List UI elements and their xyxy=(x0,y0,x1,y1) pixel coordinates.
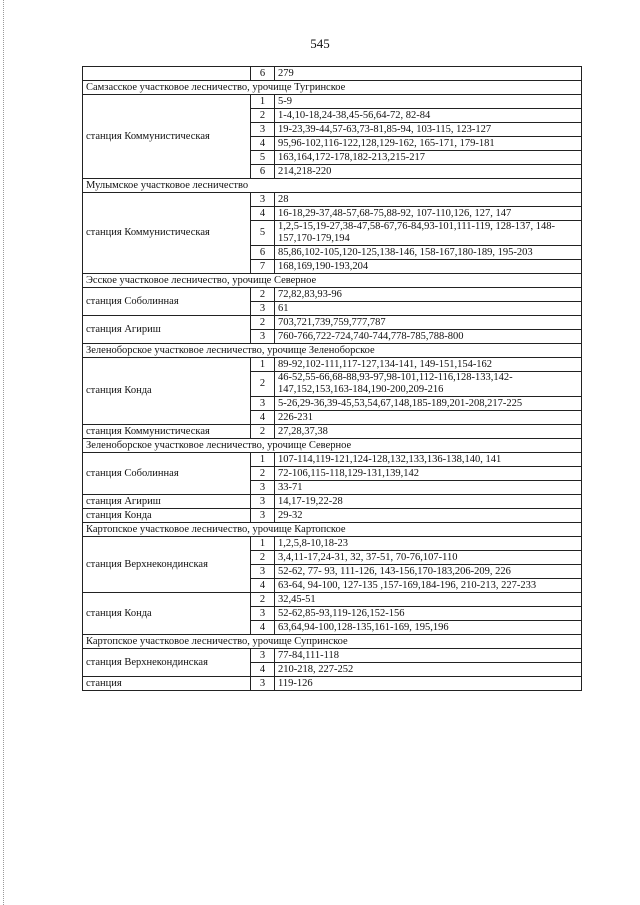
sections-cell: 72-106,115-118,129-131,139,142 xyxy=(275,467,582,481)
section-heading-row xyxy=(83,179,582,193)
quarter-cell: 6 xyxy=(251,67,275,81)
quarter-cell: 3 xyxy=(251,481,275,495)
quarter-cell: 2 xyxy=(251,467,275,481)
table-row xyxy=(83,649,582,663)
sections-cell: 226-231 xyxy=(275,411,582,425)
section-heading: Картопское участковое лесничество, урочище Супринское xyxy=(83,635,582,649)
quarter-cell: 4 xyxy=(251,579,275,593)
quarter-cell: 2 xyxy=(251,316,275,330)
quarter-cell: 2 xyxy=(251,425,275,439)
quarter-cell: 3 xyxy=(251,302,275,316)
section-heading: Зеленоборское участковое лесничество, урочище Северное xyxy=(83,439,582,453)
section-heading-row xyxy=(83,81,582,95)
table-row xyxy=(83,193,582,207)
section-heading: Мулымское участковое лесничество xyxy=(83,179,582,193)
section-heading-row xyxy=(83,635,582,649)
page-number: 545 xyxy=(310,36,330,51)
quarter-cell: 1 xyxy=(251,358,275,372)
scan-edge xyxy=(3,0,4,905)
quarter-cell: 3 xyxy=(251,495,275,509)
quarter-cell: 5 xyxy=(251,221,275,246)
quarter-cell: 3 xyxy=(251,193,275,207)
quarter-cell: 3 xyxy=(251,565,275,579)
quarter-cell: 6 xyxy=(251,246,275,260)
station-cell: станция Соболинная xyxy=(83,453,251,495)
sections-cell: 32,45-51 xyxy=(275,593,582,607)
quarter-cell: 4 xyxy=(251,137,275,151)
station-cell: станция Коммунистическая xyxy=(83,193,251,274)
quarter-cell: 3 xyxy=(251,607,275,621)
sections-cell: 163,164,172-178,182-213,215-217 xyxy=(275,151,582,165)
station-cell: станция xyxy=(83,677,251,691)
section-heading-row xyxy=(83,274,582,288)
station-cell: станция Верхнекондинская xyxy=(83,537,251,593)
station-cell: станция Коммунистическая xyxy=(83,425,251,439)
section-heading: Эсское участковое лесничество, урочище Северное xyxy=(83,274,582,288)
sections-cell: 29-32 xyxy=(275,509,582,523)
forestry-table-body xyxy=(83,67,582,691)
quarter-cell: 3 xyxy=(251,677,275,691)
sections-cell: 63,64,94-100,128-135,161-169, 195,196 xyxy=(275,621,582,635)
quarter-cell: 2 xyxy=(251,372,275,397)
quarter-cell: 1 xyxy=(251,95,275,109)
station-cell: станция Соболинная xyxy=(83,288,251,316)
quarter-cell: 3 xyxy=(251,397,275,411)
table-row xyxy=(83,358,582,372)
station-cell: станция Агириш xyxy=(83,495,251,509)
station-cell: станция Конда xyxy=(83,358,251,425)
section-heading: Картопское участковое лесничество, урочище Картопское xyxy=(83,523,582,537)
quarter-cell: 2 xyxy=(251,288,275,302)
sections-cell: 279 xyxy=(275,67,582,81)
sections-cell: 703,721,739,759,777,787 xyxy=(275,316,582,330)
sections-cell: 89-92,102-111,117-127,134-141, 149-151,154-162 xyxy=(275,358,582,372)
sections-cell: 95,96-102,116-122,128,129-162, 165-171, 179-181 xyxy=(275,137,582,151)
station-cell: станция Конда xyxy=(83,509,251,523)
quarter-cell: 4 xyxy=(251,411,275,425)
sections-cell: 214,218-220 xyxy=(275,165,582,179)
quarter-cell: 2 xyxy=(251,109,275,123)
quarter-cell: 5 xyxy=(251,151,275,165)
sections-cell: 119-126 xyxy=(275,677,582,691)
section-heading-row xyxy=(83,523,582,537)
sections-cell: 52-62, 77- 93, 111-126, 143-156,170-183,206-209, 226 xyxy=(275,565,582,579)
sections-cell: 1,2,5,8-10,18-23 xyxy=(275,537,582,551)
station-cell: станция Верхнекондинская xyxy=(83,649,251,677)
section-heading-row xyxy=(83,344,582,358)
sections-cell: 168,169,190-193,204 xyxy=(275,260,582,274)
sections-cell: 5-9 xyxy=(275,95,582,109)
sections-cell: 107-114,119-121,124-128,132,133,136-138,140, 141 xyxy=(275,453,582,467)
sections-cell: 52-62,85-93,119-126,152-156 xyxy=(275,607,582,621)
sections-cell: 16-18,29-37,48-57,68-75,88-92, 107-110,126, 127, 147 xyxy=(275,207,582,221)
section-heading-row xyxy=(83,439,582,453)
sections-cell: 760-766,722-724,740-744,778-785,788-800 xyxy=(275,330,582,344)
table-row xyxy=(83,677,582,691)
sections-cell: 14,17-19,22-28 xyxy=(275,495,582,509)
quarter-cell: 2 xyxy=(251,593,275,607)
table-row xyxy=(83,593,582,607)
table-row xyxy=(83,425,582,439)
sections-cell: 5-26,29-36,39-45,53,54,67,148,185-189,201-208,217-225 xyxy=(275,397,582,411)
sections-cell: 61 xyxy=(275,302,582,316)
sections-cell: 19-23,39-44,57-63,73-81,85-94, 103-115, 123-127 xyxy=(275,123,582,137)
sections-cell: 210-218, 227-252 xyxy=(275,663,582,677)
sections-cell: 33-71 xyxy=(275,481,582,495)
table-row xyxy=(83,288,582,302)
quarter-cell: 2 xyxy=(251,551,275,565)
table-row xyxy=(83,316,582,330)
sections-cell: 27,28,37,38 xyxy=(275,425,582,439)
station-cell: станция Агириш xyxy=(83,316,251,344)
quarter-cell: 6 xyxy=(251,165,275,179)
sections-cell: 3,4,11-17,24-31, 32, 37-51, 70-76,107-110 xyxy=(275,551,582,565)
section-heading: Зеленоборское участковое лесничество, урочище Зеленоборское xyxy=(83,344,582,358)
quarter-cell: 4 xyxy=(251,207,275,221)
sections-cell: 46-52,55-66,68-88,93-97,98-101,112-116,128-133,142-147,152,153,163-184,190-200,209-216 xyxy=(275,372,582,397)
sections-cell: 28 xyxy=(275,193,582,207)
forestry-table xyxy=(82,66,582,691)
quarter-cell: 4 xyxy=(251,621,275,635)
table-row xyxy=(83,453,582,467)
quarter-cell: 7 xyxy=(251,260,275,274)
quarter-cell: 3 xyxy=(251,123,275,137)
table-row xyxy=(83,537,582,551)
quarter-cell: 4 xyxy=(251,663,275,677)
quarter-cell: 3 xyxy=(251,649,275,663)
station-cell xyxy=(83,67,251,81)
table-row xyxy=(83,495,582,509)
quarter-cell: 1 xyxy=(251,453,275,467)
sections-cell: 85,86,102-105,120-125,138-146, 158-167,180-189, 195-203 xyxy=(275,246,582,260)
station-cell: станция Коммунистическая xyxy=(83,95,251,179)
quarter-cell: 3 xyxy=(251,509,275,523)
sections-cell: 72,82,83,93-96 xyxy=(275,288,582,302)
sections-cell: 1,2,5-15,19-27,38-47,58-67,76-84,93-101,111-119, 128-137, 148-157,170-179,194 xyxy=(275,221,582,246)
sections-cell: 1-4,10-18,24-38,45-56,64-72, 82-84 xyxy=(275,109,582,123)
section-heading: Самзасское участковое лесничество, урочище Тугринское xyxy=(83,81,582,95)
quarter-cell: 3 xyxy=(251,330,275,344)
table-row xyxy=(83,95,582,109)
sections-cell: 63-64, 94-100, 127-135 ,157-169,184-196, 210-213, 227-233 xyxy=(275,579,582,593)
station-cell: станция Конда xyxy=(83,593,251,635)
sections-cell: 77-84,111-118 xyxy=(275,649,582,663)
quarter-cell: 1 xyxy=(251,537,275,551)
table-row xyxy=(83,67,582,81)
table-row xyxy=(83,509,582,523)
